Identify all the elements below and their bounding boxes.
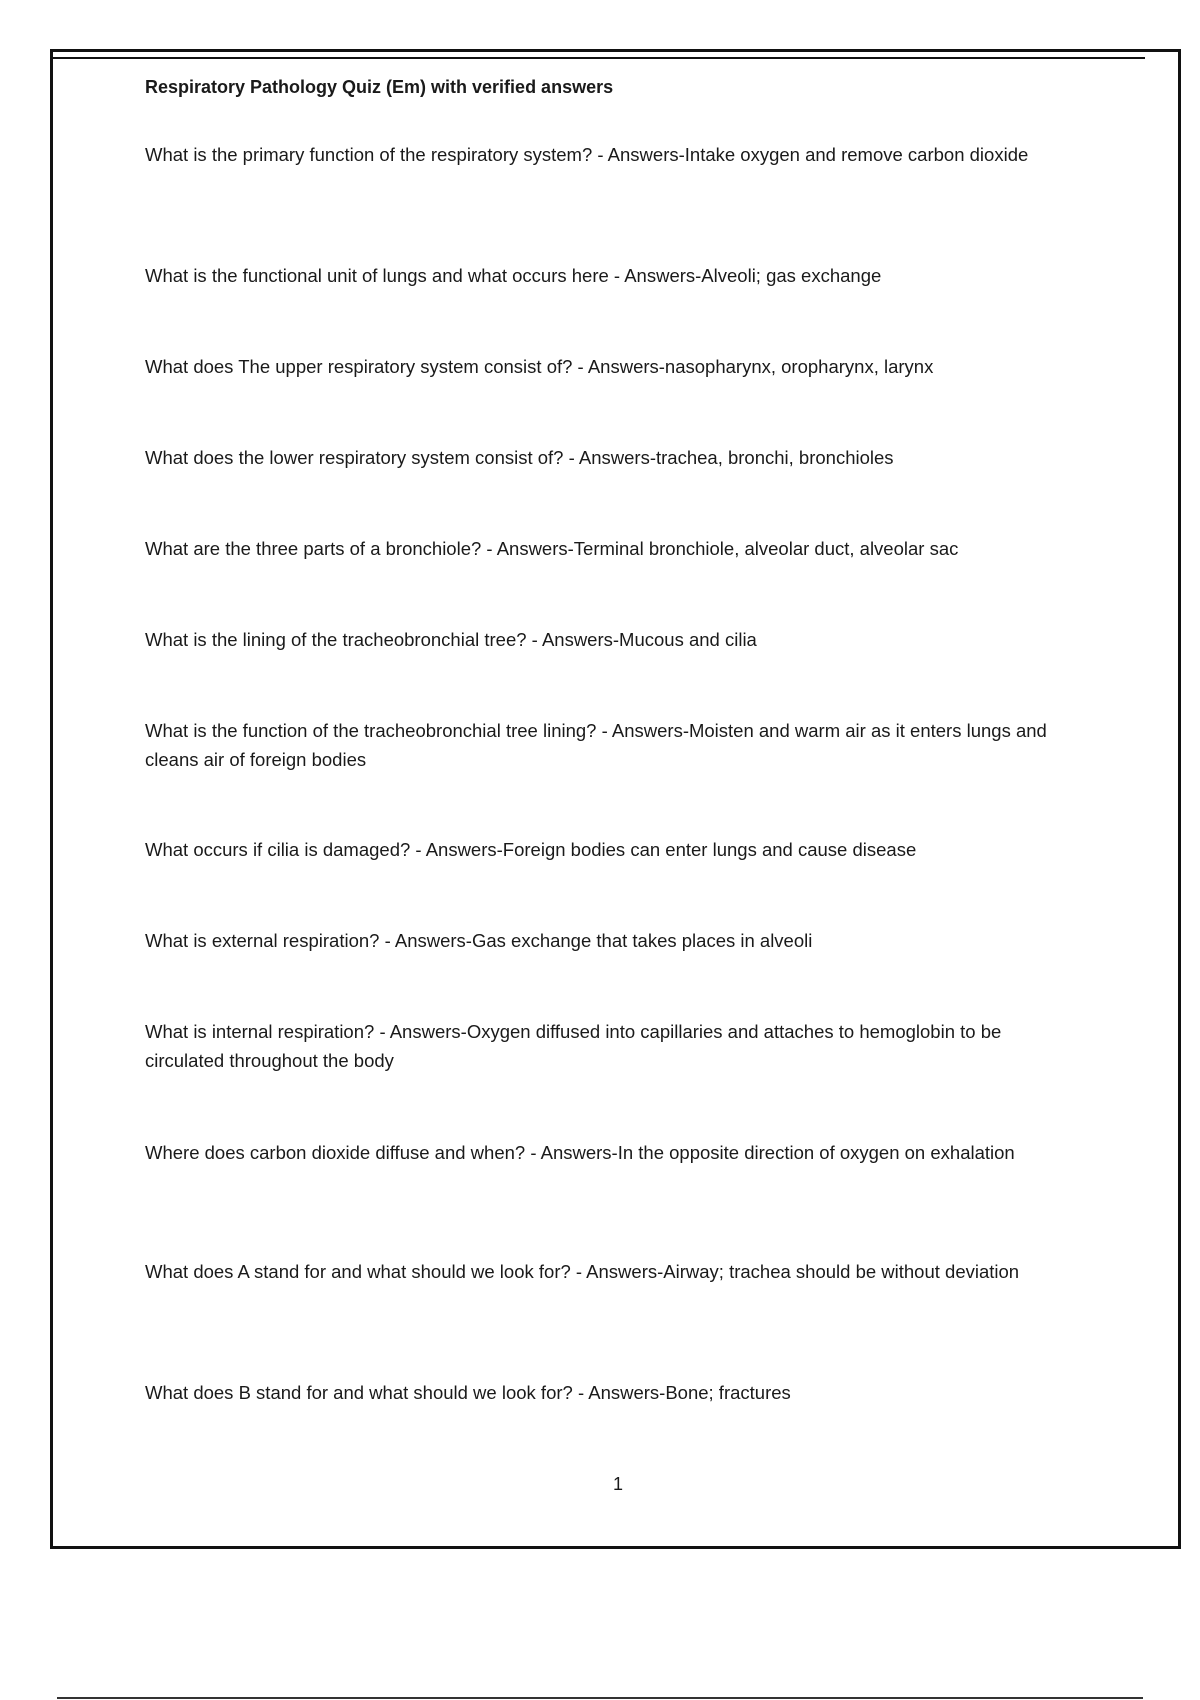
qa-item: What is the function of the tracheobronchial tree lining? - Answers-Moisten and warm air as it enters lungs and cleans air of foreign bodies — [145, 720, 1047, 770]
qa-item: What occurs if cilia is damaged? - Answers-Foreign bodies can enter lungs and cause disease — [145, 839, 917, 860]
qa-item: What is the functional unit of lungs and what occurs here - Answers-Alveoli; gas exchange — [145, 265, 882, 286]
qa-item: What is external respiration? - Answers-Gas exchange that takes places in alveoli — [145, 930, 813, 951]
qa-item: What does A stand for and what should we look for? - Answers-Airway; trachea should be without deviation — [145, 1261, 1020, 1282]
qa-item: What is the primary function of the respiratory system? - Answers-Intake oxygen and remove carbon dioxide — [145, 144, 1029, 165]
qa-item: What is internal respiration? - Answers-Oxygen diffused into capillaries and attaches to hemoglobin to be circulated throughout the body — [145, 1021, 1002, 1071]
question-list — [145, 140, 1080, 1438]
document-title: Respiratory Pathology Quiz (Em) with verified answers — [145, 77, 614, 97]
bottom-divider — [57, 1697, 1143, 1699]
page-number: 1 — [612, 1474, 623, 1494]
qa-item: Where does carbon dioxide diffuse and when? - Answers-In the opposite direction of oxygen on exhalation — [145, 1142, 1015, 1163]
document-body — [145, 74, 1080, 1438]
qa-item: What does the lower respiratory system consist of? - Answers-trachea, bronchi, bronchioles — [145, 447, 894, 468]
qa-item: What is the lining of the tracheobronchial tree? - Answers-Mucous and cilia — [145, 629, 757, 650]
qa-item: What does B stand for and what should we look for? - Answers-Bone; fractures — [145, 1382, 791, 1403]
qa-item: What does The upper respiratory system consist of? - Answers-nasopharynx, oropharynx, larynx — [145, 356, 934, 377]
qa-item: What are the three parts of a bronchiole? - Answers-Terminal bronchiole, alveolar duct, alveolar sac — [145, 538, 959, 559]
top-divider — [53, 57, 1145, 59]
